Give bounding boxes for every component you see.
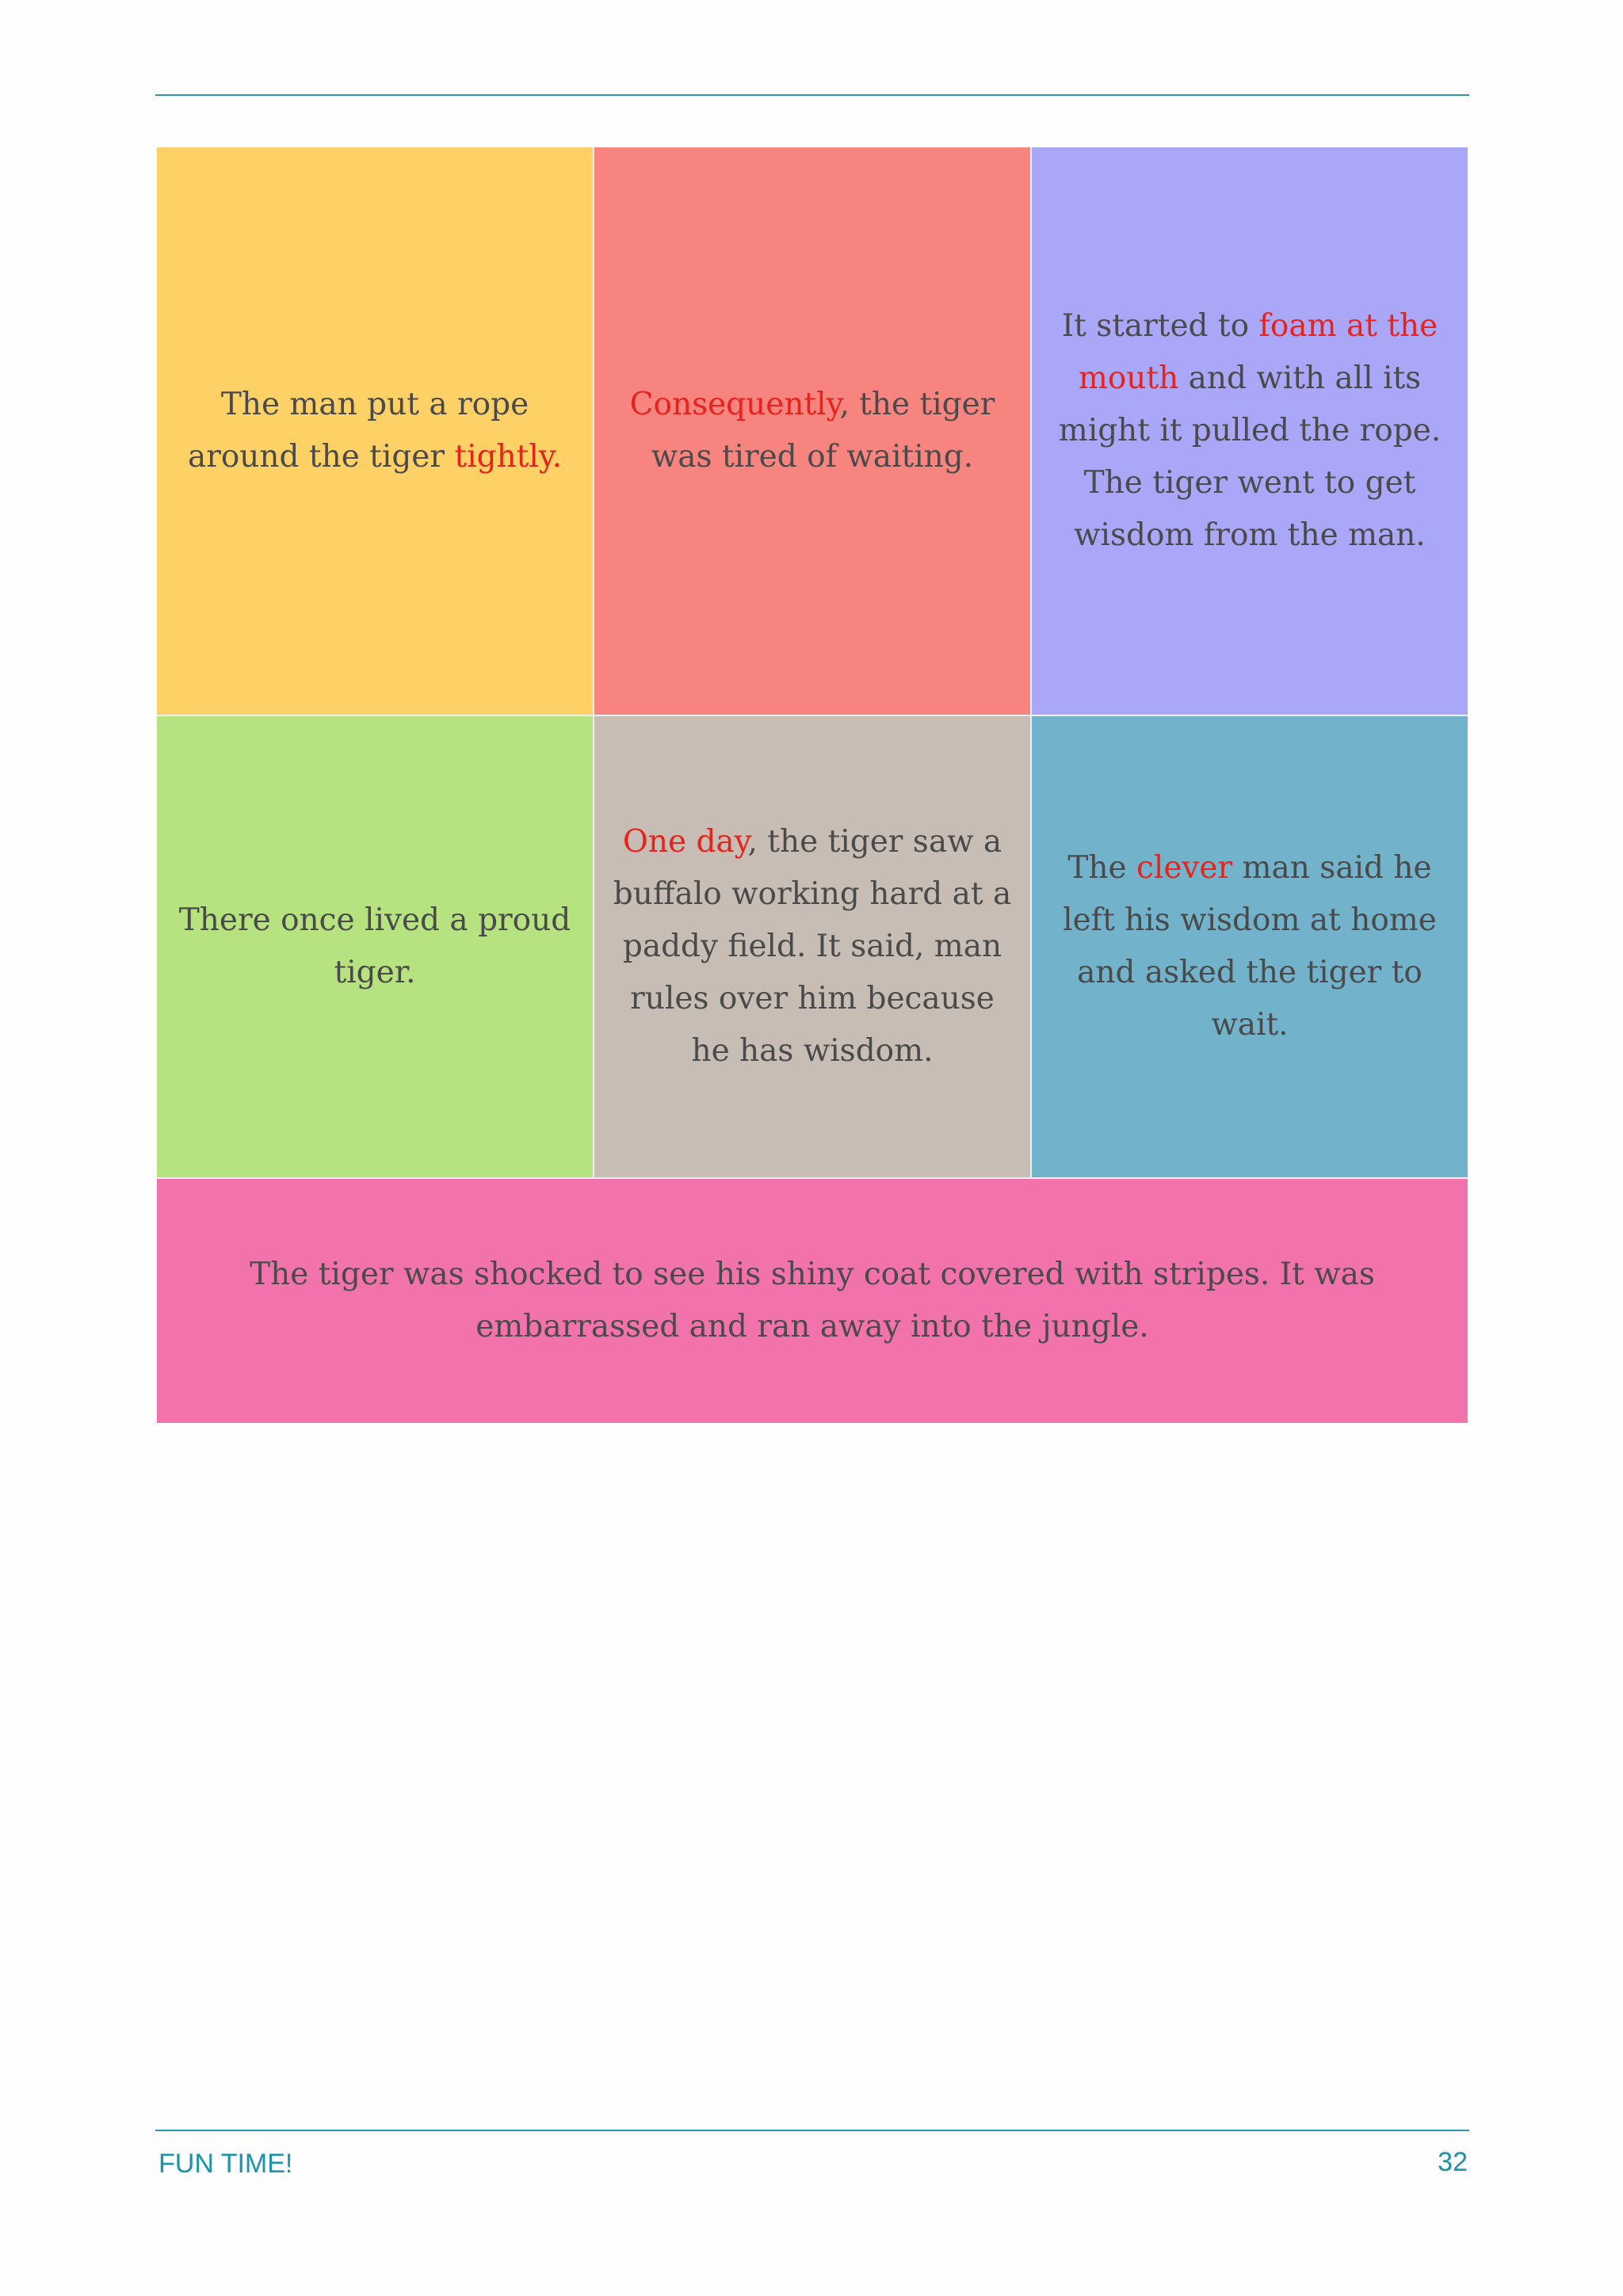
card-text bbox=[1048, 300, 1452, 562]
footer-title: FUN TIME! bbox=[158, 2149, 293, 2179]
highlighted-word: tightly. bbox=[454, 439, 563, 475]
card-text-segment: There once lived a proud tiger. bbox=[178, 902, 571, 990]
highlighted-word: clever bbox=[1136, 850, 1233, 886]
card-row bbox=[157, 147, 1468, 716]
card-shocked bbox=[157, 1179, 1468, 1423]
card-text-segment: The bbox=[1067, 850, 1136, 886]
story-card-grid bbox=[157, 147, 1468, 1423]
footer-rule bbox=[155, 2130, 1469, 2131]
card-clever bbox=[1032, 716, 1468, 1179]
card-text-segment: and with all its might it pulled the rope. The tiger went to get wisdom from the man. bbox=[1058, 360, 1442, 553]
card-text bbox=[610, 379, 1014, 483]
card-foam bbox=[1032, 147, 1468, 716]
card-consequently bbox=[594, 147, 1032, 716]
highlighted-word: One day bbox=[622, 824, 748, 860]
card-row bbox=[157, 716, 1468, 1179]
card-text-segment: The man put a rope around the tiger bbox=[187, 387, 529, 475]
card-text-segment: The tiger was shocked to see his shiny coat covered with stripes. It was embarrassed and ran away into the jungle. bbox=[250, 1257, 1375, 1344]
card-text-segment: It started to bbox=[1061, 308, 1259, 344]
card-text bbox=[610, 816, 1014, 1077]
card-text bbox=[1048, 842, 1452, 1051]
header-rule bbox=[155, 94, 1469, 96]
card-text-segment: man said he left his wisdom at home and asked the tiger to wait. bbox=[1063, 850, 1437, 1043]
page-number: 32 bbox=[1438, 2147, 1468, 2177]
card-text bbox=[189, 1249, 1436, 1353]
card-text bbox=[173, 379, 577, 483]
card-text-segment: , the tiger saw a buffalo working hard at a paddy field. It said, man rules over him because he has wisdom. bbox=[613, 824, 1012, 1069]
card-buffalo bbox=[594, 716, 1032, 1179]
card-proud bbox=[157, 716, 594, 1179]
highlighted-word: Consequently bbox=[629, 387, 840, 422]
card-text-segment: , the tiger was tired of waiting. bbox=[651, 387, 995, 475]
highlighted-word: foam at the mouth bbox=[1078, 308, 1438, 396]
card-rope bbox=[157, 147, 594, 716]
card-row bbox=[157, 1179, 1468, 1423]
card-text bbox=[173, 894, 577, 999]
